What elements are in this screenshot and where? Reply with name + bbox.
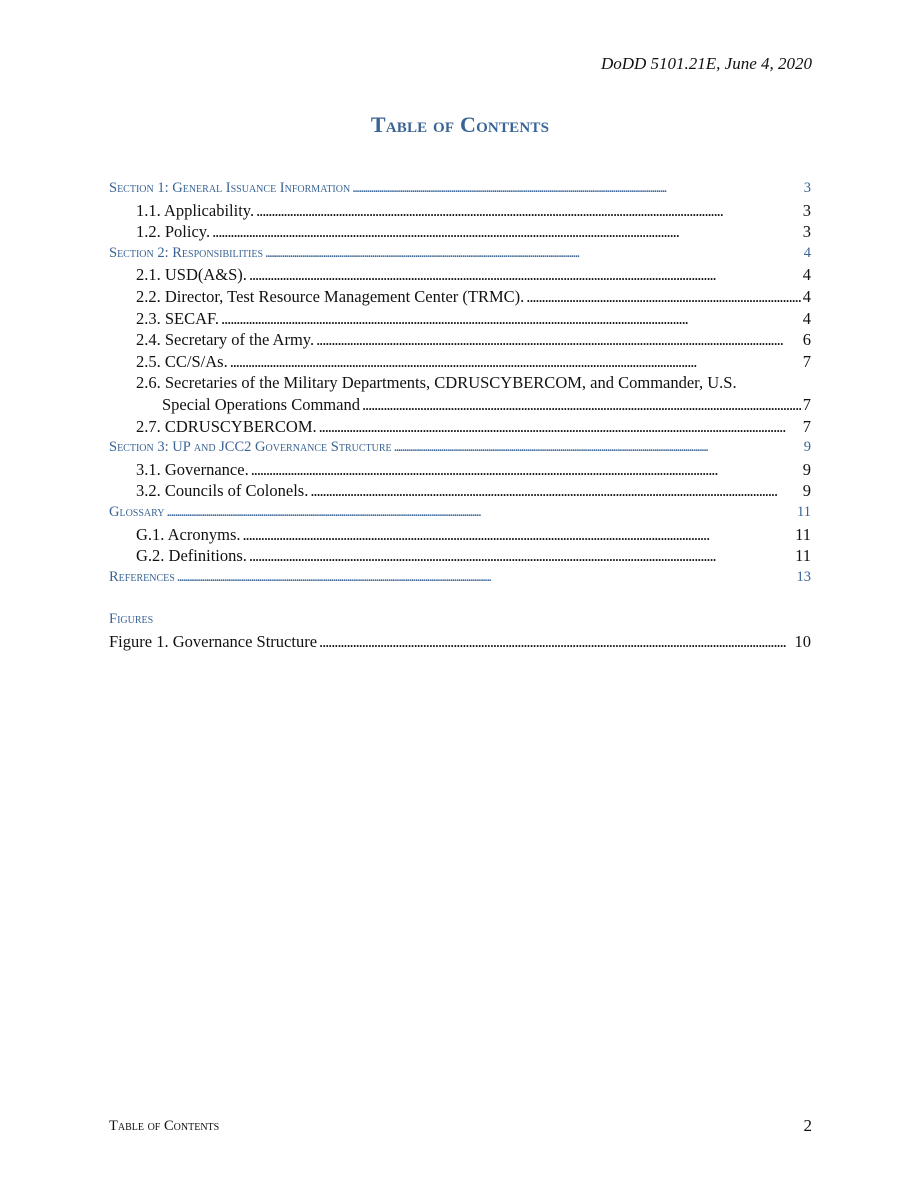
footer-section-label: Table of Contents <box>109 1118 220 1134</box>
page-title: Table of Contents <box>370 112 550 137</box>
toc-entry-references[interactable]: References . . . 13 <box>109 567 811 589</box>
toc-entry-2-6[interactable]: 2.6. Secretaries of the Military Departments, CDRUSCYBERCOM, and Commander, U.S. <box>136 373 737 393</box>
toc-entry-1-1[interactable]: 1.1. Applicability. . . . 3 <box>109 200 811 222</box>
table-of-contents <box>109 178 811 652</box>
figures-heading: Figures <box>109 611 154 628</box>
toc-entry-2-7[interactable]: 2.7. CDRUSCYBERCOM. . . . 7 <box>109 416 811 438</box>
figure-entry-1[interactable]: Figure 1. Governance Structure . . . 10 <box>109 631 811 653</box>
document-reference: DoDD 5101.21E, June 4, 2020 <box>600 54 812 73</box>
toc-entry-3-1[interactable]: 3.1. Governance. . . . 9 <box>109 459 811 481</box>
toc-entry-2-2[interactable]: 2.2. Director, Test Resource Management Center (TRMC). . . . 4 <box>109 286 811 308</box>
toc-entry-2-1[interactable]: 2.1. USD(A&S). . . . 4 <box>109 264 811 286</box>
toc-entry-section-3[interactable]: Section 3: UP and JCC2 Governance Structure . . . 9 <box>109 437 811 459</box>
toc-entry-3-2[interactable]: 3.2. Councils of Colonels. . . . 9 <box>109 480 811 502</box>
page-number: 2 <box>803 1116 812 1135</box>
toc-entry-section-1[interactable]: Section 1: General Issuance Information . . . 3 <box>109 178 811 200</box>
toc-entry-2-4[interactable]: 2.4. Secretary of the Army. . . . 6 <box>109 329 811 351</box>
spacer <box>109 588 811 609</box>
toc-entry-g-2[interactable]: G.2. Definitions. . . . 11 <box>109 545 811 567</box>
toc-entry-2-5[interactable]: 2.5. CC/S/As. . . . 7 <box>109 351 811 373</box>
toc-entry-2-3[interactable]: 2.3. SECAF. . . . 4 <box>109 308 811 330</box>
toc-entry-2-6-continued[interactable]: Special Operations Command . . . 7 <box>109 394 811 416</box>
toc-entry-g-1[interactable]: G.1. Acronyms. . . . 11 <box>109 524 811 546</box>
toc-entry-1-2[interactable]: 1.2. Policy. . . . 3 <box>109 221 811 243</box>
toc-entry-glossary[interactable]: Glossary . . . 11 <box>109 502 811 524</box>
toc-entry-section-2[interactable]: Section 2: Responsibilities . . . 4 <box>109 243 811 265</box>
